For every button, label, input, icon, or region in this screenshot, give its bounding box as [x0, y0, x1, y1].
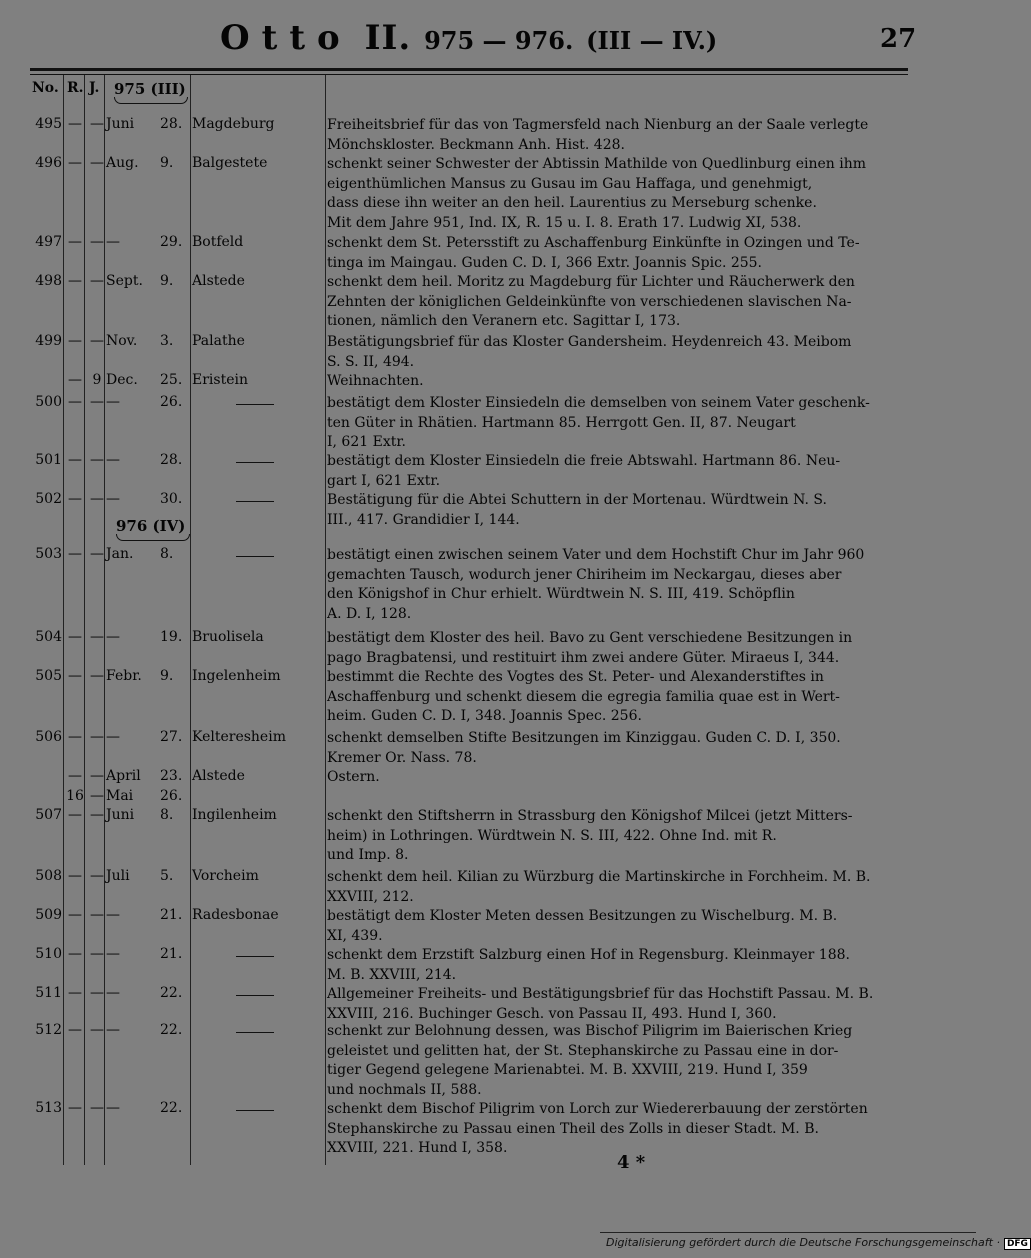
- entry-day: 9.: [160, 155, 174, 171]
- entry-number: 505: [35, 668, 62, 684]
- entry-text-line: XXVIII, 212.: [327, 888, 414, 905]
- entry-number: 512: [35, 1022, 62, 1038]
- regnal-year-j: —: [90, 452, 104, 468]
- regnal-year-r: 16: [66, 788, 84, 804]
- regnal-year-r: —: [68, 452, 82, 468]
- entry-place: Radesbonae: [192, 907, 279, 923]
- entry-number: 507: [35, 807, 62, 823]
- regnal-year-j: —: [90, 985, 104, 1001]
- entry-number: 499: [35, 333, 62, 349]
- entry-place: Balgestete: [192, 155, 268, 171]
- entry-day: 25.: [160, 372, 183, 388]
- entry-number: 511: [35, 985, 62, 1001]
- regnal-year-r: —: [68, 985, 82, 1001]
- entry-text-line: gart I, 621 Extr.: [327, 472, 441, 489]
- place-ditto-line: [236, 1110, 274, 1111]
- title-name: Otto: [220, 18, 352, 58]
- entry-text-line: Freiheitsbrief für das von Tagmersfeld nach Nienburg an der Saale verlegte: [327, 117, 869, 133]
- entry-text-line: tinga im Maingau. Guden C. D. I, 366 Extr. Joannis Spic. 255.: [327, 254, 763, 271]
- entry-day: 3.: [160, 333, 174, 349]
- entry-text-line: bestätigt dem Kloster Einsiedeln die demselben von seinem Vater geschenk-: [327, 395, 870, 411]
- entry-text-line: Stephanskirche zu Passau einen Theil des Zolls in dieser Stadt. M. B.: [327, 1120, 819, 1137]
- entry-text: [327, 394, 905, 453]
- entry-day: 8.: [160, 546, 174, 562]
- entry-number: 513: [35, 1100, 62, 1116]
- year-header-976: 976 (IV): [116, 517, 186, 535]
- place-ditto-line: [236, 995, 274, 996]
- entry-day: 26.: [160, 788, 183, 804]
- entry-number: 498: [35, 273, 62, 289]
- column-divider: [84, 75, 85, 1165]
- entry-text-line: XXVIII, 216. Buchinger Gesch. von Passau II, 493. Hund I, 360.: [327, 1005, 777, 1022]
- regnal-year-j: —: [90, 1100, 104, 1116]
- entry-month: Sept.: [106, 273, 143, 289]
- entry-day: 22.: [160, 1022, 183, 1038]
- regnal-year-j: —: [90, 546, 104, 562]
- entry-month: Mai: [106, 788, 134, 804]
- entry-number: 496: [35, 155, 62, 171]
- entry-text-line: bestätigt einen zwischen seinem Vater und dem Hochstift Chur im Jahr 960: [327, 547, 865, 563]
- entry-text-line: Zehnten der königlichen Geldeinkünfte von verschiedenen slavischen Na-: [327, 293, 852, 310]
- entry-day: 9.: [160, 668, 174, 684]
- entry-text: [327, 333, 905, 372]
- regnal-year-r: —: [68, 807, 82, 823]
- regnal-year-j: —: [90, 273, 104, 289]
- entry-month: —: [106, 946, 120, 962]
- entry-text-line: Mönchskloster. Beckmann Anh. Hist. 428.: [327, 136, 625, 153]
- entry-text-line: heim) in Lothringen. Würdtwein N. S. III, 422. Ohne Ind. mit R.: [327, 827, 777, 844]
- entry-text-line: III., 417. Grandidier I, 144.: [327, 511, 520, 528]
- entry-text: [327, 1100, 905, 1159]
- regnal-year-r: —: [68, 372, 82, 388]
- page-number: 27: [880, 24, 917, 54]
- entry-text: [327, 868, 905, 907]
- regnal-year-r: —: [68, 907, 82, 923]
- entry-day: 26.: [160, 394, 183, 410]
- footer-credit: [606, 1236, 1031, 1250]
- regnal-year-r: —: [68, 546, 82, 562]
- place-ditto-line: [236, 1032, 274, 1033]
- place-ditto-line: [236, 462, 274, 463]
- regnal-year-j: —: [90, 729, 104, 745]
- regnal-year-r: —: [68, 668, 82, 684]
- column-divider: [325, 75, 326, 1165]
- regnal-year-r: —: [68, 155, 82, 171]
- entry-text-line: schenkt seiner Schwester der Abtissin Mathilde von Quedlinburg einen ihm: [327, 156, 867, 172]
- entry-day: 28.: [160, 452, 183, 468]
- entry-day: 23.: [160, 768, 183, 784]
- year-brace: [114, 97, 188, 104]
- entry-text-line: tiger Gegend gelegene Marienabtei. M. B. XXVIII, 219. Hund I, 359: [327, 1062, 808, 1078]
- regnal-year-j: —: [90, 668, 104, 684]
- regnal-year-r: —: [68, 273, 82, 289]
- title-years: 975 — 976.: [424, 26, 574, 55]
- entry-text-line: schenkt demselben Stifte Besitzungen im Kinziggau. Guden C. D. I, 350.: [327, 730, 841, 746]
- entry-text-line: I, 621 Extr.: [327, 434, 406, 450]
- entry-day: 9.: [160, 273, 174, 289]
- regnal-year-r: —: [68, 394, 82, 410]
- entry-text: [327, 668, 905, 727]
- entry-text-line: eigenthümlichen Mansus zu Gusau im Gau Haffaga, und genehmigt,: [327, 175, 813, 192]
- regnal-year-r: —: [68, 946, 82, 962]
- entry-month: Dec.: [106, 372, 138, 388]
- entry-text-line: tionen, nämlich den Veranern etc. Sagittar I, 173.: [327, 313, 681, 329]
- regnal-year-j: —: [90, 768, 104, 784]
- entry-text-line: Bestätigungsbrief für das Kloster Gandersheim. Heydenreich 43. Meibom: [327, 334, 852, 350]
- entry-month: —: [106, 629, 120, 645]
- entry-text: [327, 546, 905, 624]
- entry-text-line: schenkt dem Erzstift Salzburg einen Hof in Regensburg. Kleinmayer 188.: [327, 947, 850, 963]
- place-ditto-line: [236, 501, 274, 502]
- entry-place: Vorcheim: [192, 868, 259, 884]
- entry-place: Alstede: [192, 273, 245, 289]
- entry-text-line: bestätigt dem Kloster Meten dessen Besitzungen zu Wischelburg. M. B.: [327, 908, 838, 924]
- entry-text-line: bestimmt die Rechte des Vogtes des St. Peter- und Alexanderstiftes in: [327, 669, 824, 685]
- entry-text-line: gemachten Tausch, wodurch jener Chiriheim im Neckargau, dieses aber: [327, 566, 842, 583]
- entry-month: —: [106, 985, 120, 1001]
- entry-day: 27.: [160, 729, 183, 745]
- entry-text: [327, 1022, 905, 1100]
- entry-text-line: schenkt dem St. Petersstift zu Aschaffenburg Einkünfte in Ozingen und Te-: [327, 235, 860, 251]
- entry-text: [327, 807, 905, 866]
- entry-text-line: Weihnachten.: [327, 373, 424, 389]
- entry-day: 21.: [160, 946, 183, 962]
- regnal-year-r: —: [68, 234, 82, 250]
- entry-text-line: schenkt dem Bischof Piligrim von Lorch zur Wiedererbauung der zerstörten: [327, 1101, 868, 1117]
- entry-text: [327, 768, 905, 788]
- entry-text-line: Mit dem Jahre 951, Ind. IX, R. 15 u. I. 8. Erath 17. Ludwig XI, 538.: [327, 214, 802, 231]
- regnal-year-j: —: [90, 907, 104, 923]
- entry-number: 502: [35, 491, 62, 507]
- year-header-975: 975 (III): [114, 80, 186, 98]
- place-ditto-line: [236, 956, 274, 957]
- entry-day: 28.: [160, 116, 183, 132]
- regnal-year-j: —: [90, 629, 104, 645]
- col-header-no: No.: [32, 80, 59, 96]
- entry-month: —: [106, 729, 120, 745]
- entry-month: Nov.: [106, 333, 138, 349]
- entry-day: 8.: [160, 807, 174, 823]
- entry-text-line: pago Bragbatensi, und restituirt ihm zwei andere Güter. Miraeus I, 344.: [327, 649, 840, 666]
- entry-text-line: schenkt dem heil. Kilian zu Würzburg die Martinskirche in Forchheim. M. B.: [327, 869, 871, 885]
- regnal-year-r: —: [68, 629, 82, 645]
- entry-place: Ingelenheim: [192, 668, 281, 684]
- entry-place: Eristein: [192, 372, 248, 388]
- entry-day: 22.: [160, 1100, 183, 1116]
- entry-text: [327, 273, 905, 332]
- regnal-year-j: 9: [92, 372, 102, 388]
- entry-text-line: schenkt dem heil. Moritz zu Magdeburg für Lichter und Räucherwerk den: [327, 274, 855, 290]
- entry-month: April: [106, 768, 141, 784]
- entry-text: [327, 729, 905, 768]
- entry-text-line: Ostern.: [327, 769, 380, 785]
- entry-text-line: XXVIII, 221. Hund I, 358.: [327, 1140, 508, 1156]
- regnal-year-r: —: [68, 1022, 82, 1038]
- page-title: [220, 18, 717, 58]
- entry-text-line: den Königshof in Chur erhielt. Würdtwein N. S. III, 419. Schöpflin: [327, 586, 795, 602]
- entry-number: 497: [35, 234, 62, 250]
- entry-month: Febr.: [106, 668, 142, 684]
- entry-month: Juni: [106, 807, 135, 823]
- regnal-year-j: —: [90, 155, 104, 171]
- column-divider: [63, 75, 64, 1165]
- signature-mark: 4 *: [617, 1152, 646, 1173]
- title-reg: (III — IV.): [586, 26, 718, 55]
- entry-day: 19.: [160, 629, 183, 645]
- entry-text-line: Kremer Or. Nass. 78.: [327, 749, 477, 766]
- entry-number: 503: [35, 546, 62, 562]
- entry-text: [327, 946, 905, 985]
- regnal-year-r: —: [68, 116, 82, 132]
- entry-day: 21.: [160, 907, 183, 923]
- entry-text-line: Bestätigung für die Abtei Schuttern in der Mortenau. Würdtwein N. S.: [327, 492, 827, 508]
- entry-month: Juli: [106, 868, 130, 884]
- entry-month: Juni: [106, 116, 135, 132]
- entry-text-line: und Imp. 8.: [327, 847, 409, 863]
- place-ditto-line: [236, 404, 274, 405]
- entry-day: 29.: [160, 234, 183, 250]
- entry-text-line: geleistet und gelitten hat, der St. Stephanskirche zu Passau eine in dor-: [327, 1042, 839, 1059]
- entry-text-line: Allgemeiner Freiheits- und Bestätigungsbrief für das Hochstift Passau. M. B.: [327, 986, 874, 1002]
- entry-text: [327, 985, 905, 1024]
- entry-place: Palathe: [192, 333, 245, 349]
- entry-number: 509: [35, 907, 62, 923]
- entry-month: Jan.: [106, 546, 134, 562]
- entry-place: Botfeld: [192, 234, 244, 250]
- entry-month: —: [106, 491, 120, 507]
- regnal-year-j: —: [90, 946, 104, 962]
- entry-month: —: [106, 394, 120, 410]
- entry-number: 504: [35, 629, 62, 645]
- entry-text-line: Aschaffenburg und schenkt diesem die egregia familia quae est in Wert-: [327, 688, 840, 705]
- regnal-year-r: —: [68, 1100, 82, 1116]
- regnal-year-j: —: [90, 394, 104, 410]
- entry-month: —: [106, 452, 120, 468]
- entry-month: —: [106, 907, 120, 923]
- regnal-year-j: —: [90, 491, 104, 507]
- header-rule: [30, 68, 908, 71]
- entry-place: Magdeburg: [192, 116, 275, 132]
- regnal-year-j: —: [90, 1022, 104, 1038]
- regnal-year-r: —: [68, 868, 82, 884]
- entry-day: 22.: [160, 985, 183, 1001]
- entry-month: —: [106, 1100, 120, 1116]
- entry-place: Bruolisela: [192, 629, 264, 645]
- entry-number: 495: [35, 116, 62, 132]
- footer-rule: [600, 1232, 976, 1233]
- regnal-year-j: —: [90, 868, 104, 884]
- entry-day: 30.: [160, 491, 183, 507]
- entry-number: 500: [35, 394, 62, 410]
- footer-text: Digitalisierung gefördert durch die Deutsche Forschungsgemeinschaft ·: [606, 1236, 1000, 1249]
- entry-month: —: [106, 234, 120, 250]
- entry-text-line: S. S. II, 494.: [327, 353, 415, 370]
- dfg-logo: DFG: [1004, 1238, 1031, 1250]
- entry-place: Kelteresheim: [192, 729, 286, 745]
- regnal-year-j: —: [90, 333, 104, 349]
- year-brace: [116, 534, 190, 541]
- entry-text-line: schenkt zur Belohnung dessen, was Bischof Piligrim im Baierischen Krieg: [327, 1023, 853, 1039]
- entry-text-line: XI, 439.: [327, 927, 383, 944]
- header-rule-thin: [30, 74, 908, 75]
- entry-day: 5.: [160, 868, 174, 884]
- entry-text-line: schenkt den Stiftsherrn in Strassburg den Königshof Milcei (jetzt Mitters-: [327, 808, 853, 824]
- regnal-year-j: —: [90, 234, 104, 250]
- regnal-year-j: —: [90, 807, 104, 823]
- entry-month: Aug.: [106, 155, 139, 171]
- entry-number: 501: [35, 452, 62, 468]
- title-num: II.: [364, 18, 412, 58]
- entry-number: 510: [35, 946, 62, 962]
- entry-text-line: M. B. XXVIII, 214.: [327, 966, 457, 983]
- entry-text: [327, 372, 905, 392]
- entry-text-line: bestätigt dem Kloster Einsiedeln die freie Abtswahl. Hartmann 86. Neu-: [327, 453, 841, 469]
- entry-place: Alstede: [192, 768, 245, 784]
- entry-text-line: A. D. I, 128.: [327, 605, 412, 622]
- col-header-j: J.: [89, 80, 100, 96]
- entry-number: 508: [35, 868, 62, 884]
- regnal-year-r: —: [68, 768, 82, 784]
- entry-text-line: dass diese ihn weiter an den heil. Laurentius zu Merseburg schenke.: [327, 195, 817, 211]
- entry-text: [327, 907, 905, 946]
- page-header: [30, 18, 930, 62]
- entry-text-line: heim. Guden C. D. I, 348. Joannis Spec. 256.: [327, 708, 642, 724]
- regnal-year-r: —: [68, 491, 82, 507]
- entry-text: [327, 452, 905, 491]
- entry-text-line: und nochmals II, 588.: [327, 1081, 482, 1098]
- entry-month: —: [106, 1022, 120, 1038]
- entry-place: Ingilenheim: [192, 807, 277, 823]
- entry-text: [327, 234, 905, 273]
- regnal-year-j: —: [90, 116, 104, 132]
- entry-text: [327, 116, 905, 155]
- place-ditto-line: [236, 556, 274, 557]
- regnal-year-j: —: [90, 788, 104, 804]
- entry-text: [327, 629, 905, 668]
- regnal-year-r: —: [68, 729, 82, 745]
- entry-text-line: bestätigt dem Kloster des heil. Bavo zu Gent verschiedene Besitzungen in: [327, 630, 853, 646]
- regnal-year-r: —: [68, 333, 82, 349]
- entry-text: [327, 155, 905, 233]
- entry-text-line: ten Güter in Rhätien. Hartmann 85. Herrgott Gen. II, 87. Neugart: [327, 414, 796, 431]
- col-header-r: R.: [67, 80, 84, 96]
- entry-text: [327, 491, 905, 530]
- entry-number: 506: [35, 729, 62, 745]
